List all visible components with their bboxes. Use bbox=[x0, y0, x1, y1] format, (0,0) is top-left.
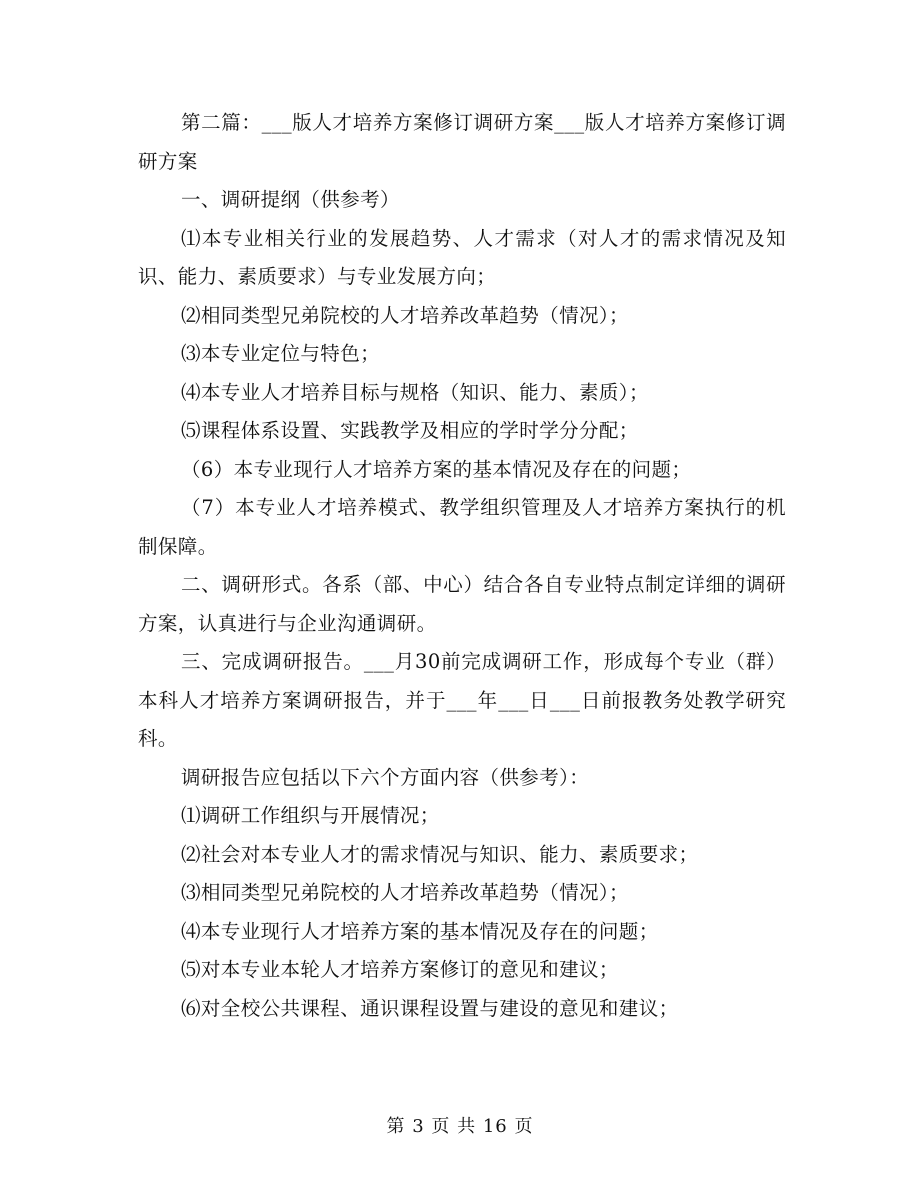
outline-item-1: ⑴本专业相关行业的发展趋势、人才需求（对人才的需求情况及知识、能力、素质要求）与专业发展方向； bbox=[138, 226, 786, 288]
report-item-2: ⑵社会对本专业人才的需求情况与知识、能力、素质要求； bbox=[181, 842, 699, 866]
outline-item-4: ⑷本专业人才培养目标与规格（知识、能力、素质）； bbox=[181, 380, 649, 404]
outline-item-7: （7）本专业人才培养模式、教学组织管理及人才培养方案执行的机制保障。 bbox=[138, 496, 786, 558]
outline-item-5: ⑸课程体系设置、实践教学及相应的学时学分分配； bbox=[181, 419, 639, 442]
section-heading-outline: 一、调研提纲（供参考） bbox=[181, 188, 400, 211]
page-number-footer: 第 3 页 共 16 页 bbox=[386, 1116, 534, 1137]
outline-item-2: ⑵相同类型兄弟院校的人才培养改革趋势（情况）； bbox=[181, 303, 629, 327]
report-item-4: ⑷本专业现行人才培养方案的基本情况及存在的问题； bbox=[181, 919, 659, 943]
section-survey-form: 二、调研形式。各系（部、中心）结合各自专业特点制定详细的调研方案，认真进行与企业沟通调研。 bbox=[138, 573, 786, 635]
report-item-5: ⑸对本专业本轮人才培养方案修订的意见和建议； bbox=[181, 958, 619, 981]
report-item-3: ⑶相同类型兄弟院校的人才培养改革趋势（情况）； bbox=[181, 881, 629, 904]
report-contents-intro: 调研报告应包括以下六个方面内容（供参考）： bbox=[181, 765, 590, 789]
document-body bbox=[138, 104, 786, 1028]
report-item-6: ⑹对全校公共课程、通识课程设置与建设的意见和建议； bbox=[181, 996, 679, 1020]
outline-item-3: ⑶本专业定位与特色； bbox=[181, 342, 381, 365]
report-item-1: ⑴调研工作组织与开展情况； bbox=[181, 804, 440, 827]
outline-item-6: （6）本专业现行人才培养方案的基本情况及存在的问题； bbox=[181, 457, 692, 481]
section-survey-report: 三、完成调研报告。___月30前完成调研工作，形成每个专业（群）本科人才培养方案调研报告，并于___年___日___日前报教务处教学研究科。 bbox=[138, 650, 786, 750]
section-heading-title: 第二篇：___版人才培养方案修订调研方案___版人才培养方案修订调研方案 bbox=[138, 111, 786, 173]
